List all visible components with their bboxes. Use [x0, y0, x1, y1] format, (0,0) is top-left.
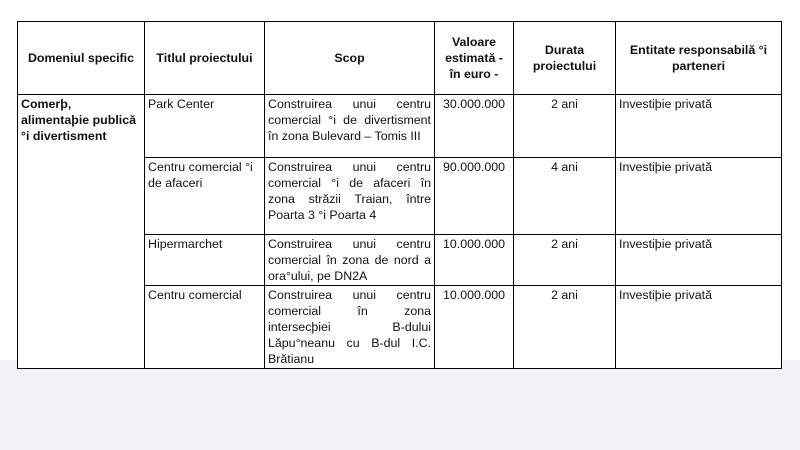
- cell-entity: Investiþie privată: [616, 286, 782, 369]
- cell-entity: Investiþie privată: [616, 158, 782, 235]
- header-value: Valoare estimată - în euro -: [435, 22, 514, 95]
- cell-value: 10.000.000: [435, 235, 514, 286]
- page-background-band: [0, 360, 800, 450]
- cell-duration: 2 ani: [514, 235, 616, 286]
- cell-title: Centru comercial °i de afaceri: [145, 158, 265, 235]
- table-row: [18, 95, 782, 158]
- header-title: Titlul proiectului: [145, 22, 265, 95]
- cell-title: Centru comercial: [145, 286, 265, 369]
- cell-value: 30.000.000: [435, 95, 514, 158]
- header-scope: Scop: [265, 22, 435, 95]
- projects-table: [17, 21, 782, 369]
- header-entity: Entitate responsabilă °i parteneri: [616, 22, 782, 95]
- cell-title: Hipermarchet: [145, 235, 265, 286]
- cell-entity: Investiþie privată: [616, 95, 782, 158]
- cell-value: 90.000.000: [435, 158, 514, 235]
- table-header-row: [18, 22, 782, 95]
- cell-title: Park Center: [145, 95, 265, 158]
- cell-scope: Construirea unui centru comercial în zona de nord a ora°ului, pe DN2A: [265, 235, 435, 286]
- cell-scope: Construirea unui centru comercial în zona intersecþiei B-dului Lăpu°neanu cu B-dul I.C. Brătianu: [265, 286, 435, 369]
- cell-scope: Construirea unui centru comercial °i de divertisment în zona Bulevard – Tomis III: [265, 95, 435, 158]
- cell-duration: 2 ani: [514, 286, 616, 369]
- cell-duration: 2 ani: [514, 95, 616, 158]
- cell-domain: Comerþ, alimentaþie publică °i divertisment: [18, 95, 145, 369]
- cell-entity: Investiþie privată: [616, 235, 782, 286]
- cell-scope: Construirea unui centru comercial °i de afaceri în zona străzii Traian, între Poarta 3 °i Poarta 4: [265, 158, 435, 235]
- header-domain: Domeniul specific: [18, 22, 145, 95]
- cell-value: 10.000.000: [435, 286, 514, 369]
- header-duration: Durata proiectului: [514, 22, 616, 95]
- cell-duration: 4 ani: [514, 158, 616, 235]
